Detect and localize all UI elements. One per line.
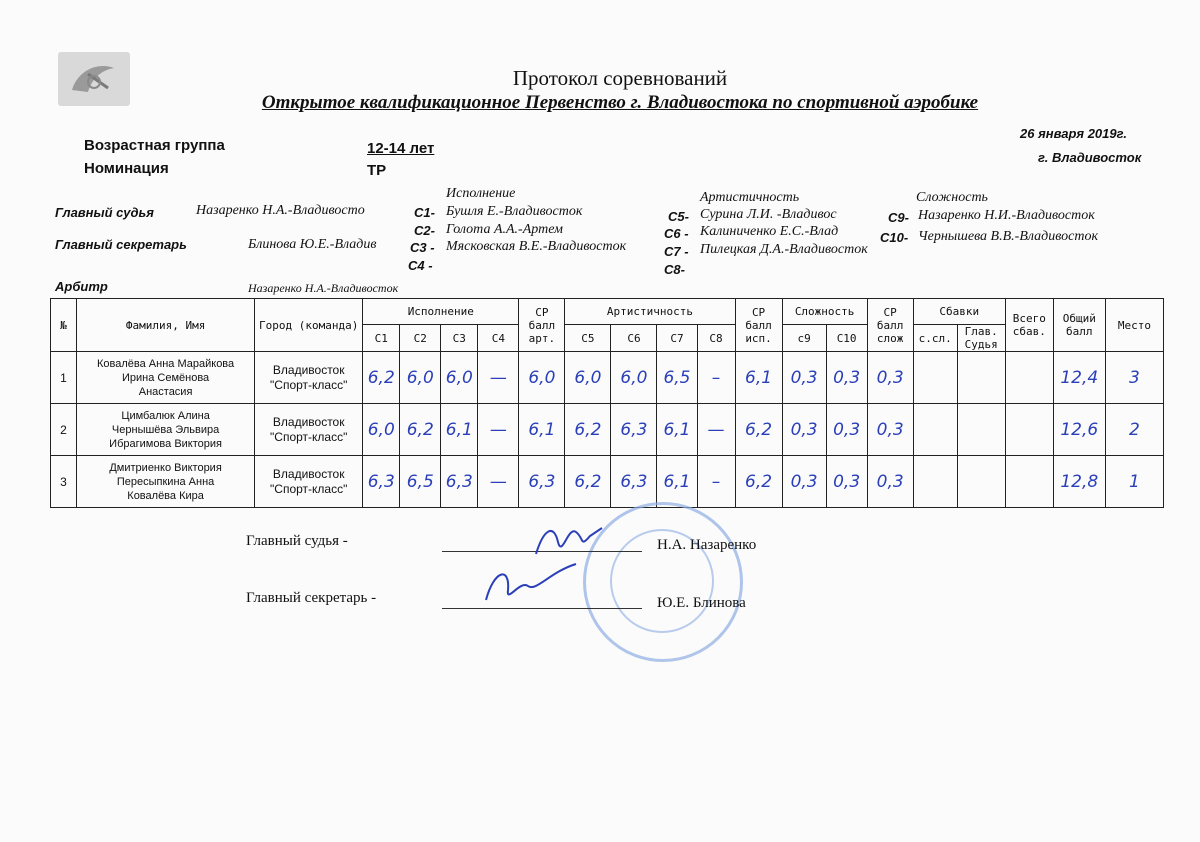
score-c6: 6,3 — [611, 456, 657, 508]
col-c7: С7 — [657, 325, 697, 352]
judge-code: С9- — [888, 210, 909, 225]
score-gs — [957, 352, 1005, 404]
chief-judge-label: Главный судья — [55, 205, 154, 220]
score-c3: 6,3 — [441, 456, 478, 508]
score-sr-art: 6,1 — [519, 404, 565, 456]
sign-judge-name: Н.А. Назаренко — [657, 537, 757, 553]
score-c4: — — [478, 456, 519, 508]
score-c10: 0,3 — [826, 456, 867, 508]
arbiter-label: Арбитр — [55, 279, 108, 294]
score-c5: 6,0 — [565, 352, 611, 404]
team-city — [255, 404, 363, 456]
judge-code: С1- — [414, 205, 435, 220]
score-ssl — [913, 404, 957, 456]
judge-code: С2- — [414, 223, 435, 238]
judge-name: Голота А.А.-Артем — [446, 222, 563, 237]
col-c10: С10 — [826, 325, 867, 352]
results-table — [50, 298, 1164, 508]
city-line: "Спорт-класс" — [270, 481, 348, 496]
age-group-label: Возрастная группа — [84, 137, 225, 154]
athlete-name: Ковалёва Кира — [127, 489, 204, 502]
score-c1: 6,2 — [363, 352, 400, 404]
score-ssl — [913, 456, 957, 508]
judge-code: С8- — [664, 262, 685, 277]
col-c5: С5 — [565, 325, 611, 352]
score-c7: 6,1 — [657, 456, 697, 508]
judge-name: Калиниченко Е.С.-Влад — [700, 224, 839, 239]
judge-name: Сурина Л.И. -Владивос — [700, 207, 837, 222]
score-sr-sl: 0,3 — [867, 352, 913, 404]
score-gs — [957, 456, 1005, 508]
judge-name: Назаренко Н.И.-Владивосток — [918, 208, 1095, 223]
col-sr-art-header: СР балл арт. — [519, 299, 565, 352]
col-total-header: Общий балл — [1053, 299, 1105, 352]
judge-code: С3 - — [410, 240, 435, 255]
score-c7: 6,1 — [657, 404, 697, 456]
score-c1: 6,3 — [363, 456, 400, 508]
score-sr-isp: 6,2 — [735, 456, 782, 508]
score-c9: 0,3 — [782, 404, 826, 456]
col-name-header: Фамилия, Имя — [77, 299, 255, 352]
athlete-name: Анастасия — [138, 385, 193, 398]
score-c4: — — [478, 352, 519, 404]
col-c6: С6 — [611, 325, 657, 352]
score-place: 3 — [1105, 352, 1163, 404]
table-row — [51, 404, 1164, 456]
athlete-names — [77, 404, 255, 456]
score-c7: 6,5 — [657, 352, 697, 404]
score-c10: 0,3 — [826, 404, 867, 456]
table-row — [51, 352, 1164, 404]
score-c5: 6,2 — [565, 404, 611, 456]
score-c2: 6,0 — [400, 352, 441, 404]
athlete-name: Дмитриенко Виктория — [109, 461, 222, 474]
judge-name: Пилецкая Д.А.-Владивосток — [700, 242, 868, 257]
city-line: "Спорт-класс" — [270, 429, 348, 444]
athlete-name: Чернышёва Эльвира — [111, 423, 220, 436]
col-c8: С8 — [697, 325, 735, 352]
col-ssl: с.сл. — [913, 325, 957, 352]
score-c2: 6,2 — [400, 404, 441, 456]
score-total-ded — [1005, 352, 1053, 404]
judge-name: Мясковская В.Е.-Владивосток — [446, 239, 627, 254]
col-sr-isp-header: СР балл исп. — [735, 299, 782, 352]
col-place-header: Место — [1105, 299, 1163, 352]
col-deductions-header: Сбавки — [913, 299, 1005, 325]
sign-secretary-label: Главный секретарь - — [246, 590, 377, 606]
judge-name: Чернышева В.В.-Владивосток — [918, 229, 1098, 244]
score-c4: — — [478, 404, 519, 456]
score-c1: 6,0 — [363, 404, 400, 456]
judge-code: С7 - — [664, 244, 689, 259]
col-c3: С3 — [441, 325, 478, 352]
artistry-section-label: Артистичность — [700, 190, 800, 205]
col-c9: с9 — [782, 325, 826, 352]
city-line: "Спорт-класс" — [270, 377, 348, 392]
score-place: 2 — [1105, 404, 1163, 456]
difficulty-section-label: Сложность — [916, 190, 988, 205]
score-c9: 0,3 — [782, 352, 826, 404]
score-c6: 6,3 — [611, 404, 657, 456]
score-c8: – — [697, 456, 735, 508]
athlete-name: Цимбалюк Алина — [121, 409, 210, 422]
city-line: Владивосток — [272, 414, 345, 429]
nomination-label: Номинация — [84, 160, 169, 177]
athlete-name: Пересыпкина Анна — [116, 475, 215, 488]
athlete-name: Ирина Семёнова — [121, 371, 210, 384]
score-total: 12,4 — [1053, 352, 1105, 404]
team-city — [255, 456, 363, 508]
score-c3: 6,1 — [441, 404, 478, 456]
judge-code: С10- — [880, 230, 909, 245]
row-number: 2 — [51, 404, 77, 456]
row-number: 1 — [51, 352, 77, 404]
score-total-ded — [1005, 456, 1053, 508]
score-c8: — — [697, 404, 735, 456]
score-total: 12,8 — [1053, 456, 1105, 508]
judge-code: С5- — [668, 209, 689, 224]
city-line: Владивосток — [272, 466, 345, 481]
page-subtitle: Открытое квалификационное Первенство г. Владивостока по спортивной аэробике — [261, 92, 979, 113]
score-sr-sl: 0,3 — [867, 404, 913, 456]
athlete-name: Ибрагимова Виктория — [109, 437, 222, 450]
score-place: 1 — [1105, 456, 1163, 508]
age-group-value: 12-14 лет — [367, 140, 435, 157]
sign-secretary-name: Ю.Е. Блинова — [657, 595, 746, 611]
col-c4: С4 — [478, 325, 519, 352]
chief-secretary-label: Главный секретарь — [55, 237, 187, 252]
nomination-value: ТР — [367, 162, 387, 179]
page-title: Протокол соревнований — [512, 66, 728, 90]
score-total: 12,6 — [1053, 404, 1105, 456]
col-number-header: № — [51, 299, 77, 352]
score-ssl — [913, 352, 957, 404]
city-line: Владивосток — [272, 362, 345, 377]
execution-section-label: Исполнение — [446, 186, 516, 201]
athlete-names — [77, 456, 255, 508]
score-sr-art: 6,3 — [519, 456, 565, 508]
score-sr-art: 6,0 — [519, 352, 565, 404]
score-c8: – — [697, 352, 735, 404]
judge-name: Бушля Е.-Владивосток — [446, 204, 583, 219]
score-c6: 6,0 — [611, 352, 657, 404]
secretary-signature — [480, 560, 590, 610]
judge-code: С4 - — [408, 258, 433, 273]
judge-code: С6 - — [664, 226, 689, 241]
arbiter-name: Назаренко Н.А.-Владивосток — [248, 281, 399, 295]
table-row — [51, 456, 1164, 508]
col-execution-header: Исполнение — [363, 299, 519, 325]
score-sr-sl: 0,3 — [867, 456, 913, 508]
col-chief-judge: Глав. Судья — [957, 325, 1005, 352]
place: г. Владивосток — [1038, 150, 1142, 165]
col-c2: С2 — [400, 325, 441, 352]
team-city — [255, 352, 363, 404]
athlete-names — [77, 352, 255, 404]
row-number: 3 — [51, 456, 77, 508]
score-c10: 0,3 — [826, 352, 867, 404]
chief-secretary-name: Блинова Ю.Е.-Владив — [248, 237, 377, 252]
score-c5: 6,2 — [565, 456, 611, 508]
score-c2: 6,5 — [400, 456, 441, 508]
col-total-deductions-header: Всего сбав. — [1005, 299, 1053, 352]
sign-judge-label: Главный судья - — [246, 533, 348, 549]
score-c9: 0,3 — [782, 456, 826, 508]
score-c3: 6,0 — [441, 352, 478, 404]
chief-judge-name: Назаренко Н.А.-Владивосто — [196, 203, 365, 218]
col-city-header: Город (команда) — [255, 299, 363, 352]
athlete-name: Ковалёва Анна Марайкова — [97, 357, 235, 370]
score-sr-isp: 6,1 — [735, 352, 782, 404]
score-sr-isp: 6,2 — [735, 404, 782, 456]
judge-signature — [528, 518, 608, 562]
score-total-ded — [1005, 404, 1053, 456]
score-gs — [957, 404, 1005, 456]
col-c1: С1 — [363, 325, 400, 352]
col-artistry-header: Артистичность — [565, 299, 735, 325]
col-sr-diff-header: СР балл слож — [867, 299, 913, 352]
date: 26 января 2019г. — [1020, 126, 1127, 141]
col-difficulty-header: Сложность — [782, 299, 867, 325]
